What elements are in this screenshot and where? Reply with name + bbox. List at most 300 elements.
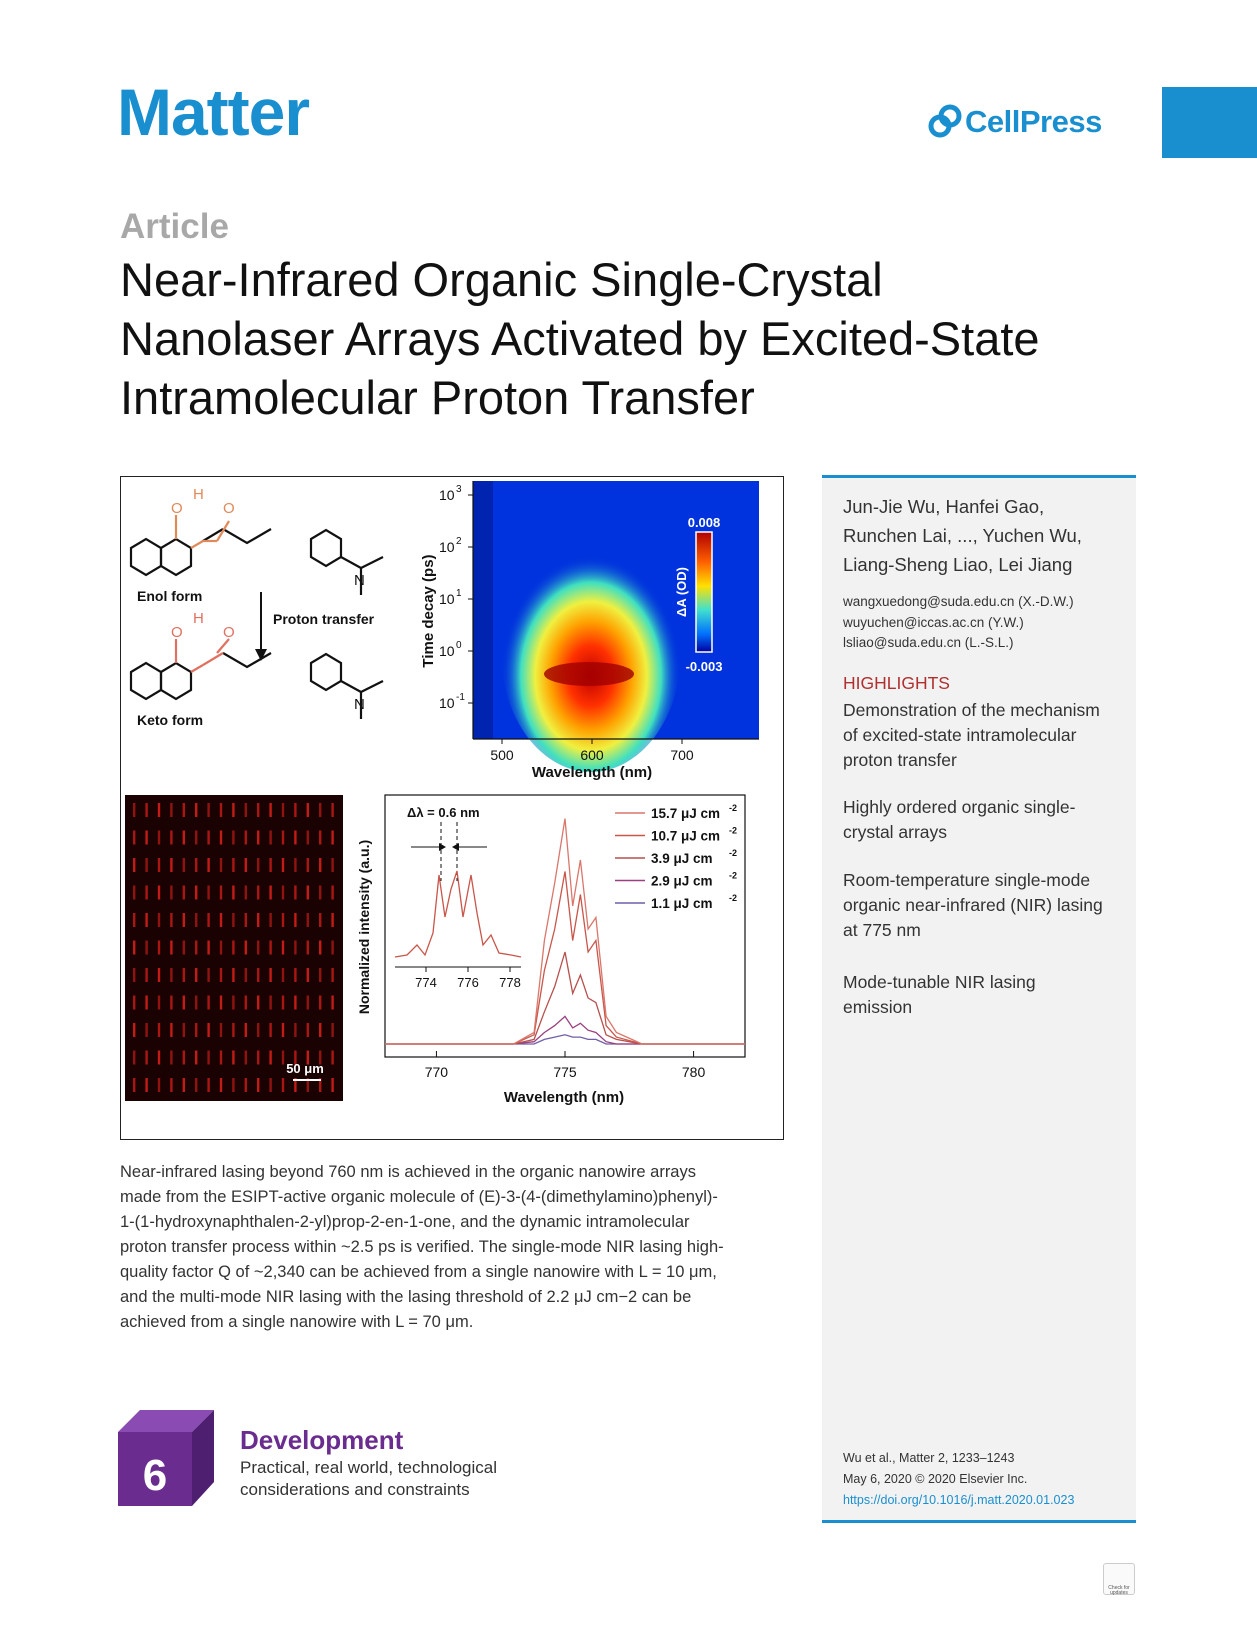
nanowire [145,1078,147,1092]
inset-arrow-head-icon [452,843,459,851]
nanowire [195,1078,197,1092]
heatmap-band [473,481,493,739]
nanowire [220,996,222,1010]
nanowire [282,831,284,845]
legend-label: 1.1 μJ cm [651,896,713,911]
nanowire [282,968,284,982]
nanowire [170,858,172,872]
highlight-item [843,698,1123,773]
nanowire [158,1023,160,1037]
keto-h: H [193,610,204,627]
abstract-line: achieved from a single nanowire with L = 70 μm. [120,1313,474,1331]
nanowire [232,1051,234,1065]
check-for-updates-badge[interactable]: Check for updates [1103,1563,1135,1595]
nanowire [232,1023,234,1037]
enol-label: Enol form [137,588,203,604]
legend-label: 2.9 μJ cm [651,873,713,889]
nanowire [220,968,222,982]
highlight-item [843,868,1123,943]
nanowire [282,913,284,927]
highlight-line: organic near-infrared (NIR) lasing [843,895,1103,915]
figure-svg [121,477,783,1139]
nanowire [220,1078,222,1092]
highlight-line: Mode-tunable NIR lasing [843,972,1036,992]
inset-arrow-head-icon [439,843,446,851]
nanowire [158,941,160,955]
nanowire [133,968,135,982]
nanowire [319,968,321,982]
arrow-label: Proton transfer [273,611,375,627]
development-level: 6 [142,1451,168,1500]
abstract-line: quality factor Q of ~2,340 can be achieved from a single nanowire with L = 10 μm, [120,1263,717,1281]
nanowire [133,858,135,872]
title-line: Near-Infrared Organic Single-Crystal [120,253,883,306]
legend-exponent: -2 [729,825,738,836]
nanowire [145,886,147,900]
nanowire [331,886,333,900]
nanowire [145,803,147,817]
keto-n: N [354,696,365,713]
nanowire [245,996,247,1010]
email-link[interactable]: lsliao@suda.edu.cn (L.-S.L.) [843,635,1014,650]
nanowire [245,1051,247,1065]
y-tick-exponent: 0 [456,640,462,651]
nanowire [232,886,234,900]
nanowire [207,803,209,817]
nanowire [207,996,209,1010]
nanowire [195,1023,197,1037]
nanowire [207,831,209,845]
nanowire [232,941,234,955]
nanowire [294,996,296,1010]
abstract-text [120,1160,788,1335]
heatmap-signal [501,532,681,772]
development-description [240,1457,497,1501]
email-list [843,592,1074,654]
nanowire [158,803,160,817]
nanowire [133,1051,135,1065]
inset-x-ticks [415,967,521,990]
nanowire [331,913,333,927]
nanowire [183,968,185,982]
nanowire [319,996,321,1010]
highlights-heading: HIGHLIGHTS [843,673,950,693]
author-line: Runchen Lai, ..., Yuchen Wu, [843,525,1082,546]
nanowire [307,803,309,817]
nanowire [158,1051,160,1065]
nanowire [319,803,321,817]
nanowire [269,858,271,872]
naphthalene-ring-left [131,539,161,575]
nanowire [245,803,247,817]
nanowire [158,831,160,845]
nanowire [195,831,197,845]
nanowire [282,1078,284,1092]
x-tick-label: 600 [580,747,604,763]
nanowire [307,941,309,955]
colorbar-label: ΔA (OD) [674,566,689,618]
nanowire [331,1023,333,1037]
sidebar-bottom-rule [822,1520,1136,1523]
nanowire [145,858,147,872]
nanowire [133,886,135,900]
abstract-line: proton transfer process within ~2.5 ps is verified. The single-mode NIR lasing high- [120,1238,724,1256]
nanowire [269,996,271,1010]
email-link[interactable]: wangxuedong@suda.edu.cn (X.-D.W.) [843,594,1074,609]
naphthalene-ring-left [131,663,161,699]
keto-structure [131,653,383,719]
nanowire [207,913,209,927]
highlight-item [843,795,1123,845]
development-desc-line: Practical, real world, technological [240,1458,498,1477]
abstract-line: made from the ESIPT-active organic molecule of (E)-3-(4-(dimethylamino)phenyl)- [120,1188,718,1206]
lasing-spectrum-plot [356,795,745,1106]
nanowire [269,831,271,845]
nanowire [220,831,222,845]
nanowire [207,968,209,982]
y-tick-label: 10 [439,487,455,503]
nanowire [282,941,284,955]
nanowire [158,968,160,982]
nanowire [269,941,271,955]
development-desc-line: considerations and constraints [240,1480,470,1499]
heatmap-peak [544,662,634,686]
nanowire [319,858,321,872]
scale-label: 50 μm [286,1061,324,1076]
nanowire [145,996,147,1010]
nanowire [294,968,296,982]
nanowire [245,968,247,982]
nanowire [282,1051,284,1065]
development-title: Development [240,1425,404,1455]
nanowire [319,831,321,845]
legend-exponent: -2 [729,848,738,858]
nanowire [158,996,160,1010]
nanowire [294,1023,296,1037]
inset-label: Δλ = 0.6 nm [407,805,480,820]
inset-tick-label: 774 [415,975,437,990]
nanowire [257,968,259,982]
nanowire [269,803,271,817]
nanowire [232,831,234,845]
nanowire [158,913,160,927]
spectrum-series-line [385,1016,745,1044]
nanowire [207,858,209,872]
nanowire [170,941,172,955]
keto-label: Keto form [137,712,204,728]
nanowire [133,913,135,927]
nanowire [170,886,172,900]
nanowire [183,1023,185,1037]
nanowire [145,1051,147,1065]
nanowire [331,996,333,1010]
nanowire [220,1023,222,1037]
nanowire [245,1078,247,1092]
heatmap-xlabel: Wavelength (nm) [531,764,653,781]
nanowire [170,913,172,927]
x-tick-label: 780 [681,1064,706,1080]
author-list [843,492,1123,579]
nanowire [257,831,259,845]
journal-logo: Matter [117,75,310,149]
colorbar [696,532,712,652]
nanowire [307,913,309,927]
abstract-line: Near-infrared lasing beyond 760 nm is achieved in the organic nanowire arrays [120,1163,696,1181]
nanowire [307,886,309,900]
nanowire [331,858,333,872]
graphical-abstract [120,476,784,1140]
nanowire [145,941,147,955]
naphthalene-ring-right [161,663,191,699]
spectrum-xlabel: Wavelength (nm) [503,1089,625,1106]
enol-structure [131,529,383,595]
nanowire [183,1078,185,1092]
inset-series-line [395,871,521,957]
nanowire [331,941,333,955]
legend-exponent: -2 [729,893,738,903]
development-cube-icon [118,1410,218,1510]
nanowire [269,1023,271,1037]
y-tick-label: 10 [439,643,455,659]
phenyl-ring [311,654,341,690]
nanowire [195,1051,197,1065]
nanowire [170,1078,172,1092]
highlight-line: proton transfer [843,750,957,770]
nanowire [282,858,284,872]
nanowire [245,1023,247,1037]
nanowire [307,996,309,1010]
y-tick-exponent: -1 [456,692,465,703]
nanowire-array-micrograph [125,795,343,1101]
doi-link[interactable]: https://doi.org/10.1016/j.matt.2020.01.023 [843,1493,1075,1507]
spectrum-x-ticks [425,1051,706,1080]
nanowire [183,886,185,900]
nanowire [133,831,135,845]
y-tick-exponent: 3 [456,484,462,495]
nanowire [170,1023,172,1037]
nanowire [257,1023,259,1037]
nanowire [245,913,247,927]
nanowire [195,968,197,982]
x-tick-label: 500 [490,747,514,763]
nanowire [220,858,222,872]
nanowire [269,886,271,900]
nanowire [232,913,234,927]
nanowire [133,803,135,817]
nanowire [257,1051,259,1065]
nanowire [207,941,209,955]
nanowire [207,886,209,900]
nanowire [195,941,197,955]
y-tick-label: 10 [439,539,455,555]
nanowire [170,1051,172,1065]
nanowire [257,803,259,817]
nanowire [282,803,284,817]
legend-label: 3.9 μJ cm [651,851,713,866]
inset-tick-label: 778 [499,975,521,990]
nanowire [183,803,185,817]
y-tick-label: 10 [439,695,455,711]
nanowire [145,1023,147,1037]
transient-absorption-heatmap [420,481,759,781]
spectrum-ylabel: Normalized intensity (a.u.) [356,839,372,1015]
colorbar-max: 0.008 [687,515,721,530]
nanowire [133,1078,135,1092]
title-line: Intramolecular Proton Transfer [120,371,755,424]
nanowire [245,831,247,845]
heatmap-y-ticks [439,484,473,711]
nanowire [145,831,147,845]
keto-o2: O [223,624,235,641]
nanowire [207,1051,209,1065]
nanowire [232,1078,234,1092]
y-tick-exponent: 2 [456,536,462,547]
nanowire [170,831,172,845]
email-link[interactable]: wuyuchen@iccas.ac.cn (Y.W.) [843,614,1024,630]
nanowire [133,996,135,1010]
nanowire [183,913,185,927]
citation-line: May 6, 2020 © 2020 Elsevier Inc. [843,1472,1028,1486]
nanowire [282,886,284,900]
naphthalene-ring-right [161,539,191,575]
nanowire [269,968,271,982]
nanowire [257,886,259,900]
nanowire [195,996,197,1010]
nanowire [269,1078,271,1092]
sidebar-top-rule [822,475,1136,478]
nanowire [158,886,160,900]
heatmap-ylabel: Time decay (ps) [420,554,437,668]
nanowire [170,996,172,1010]
nanowire [282,996,284,1010]
highlight-item [843,970,1123,1020]
nanowire [307,858,309,872]
highlight-line: at 775 nm [843,920,921,940]
heatmap-x-ticks [490,739,694,763]
nanowire [195,803,197,817]
nanowire [195,886,197,900]
phenyl-ring [311,530,341,566]
x-tick-label: 770 [424,1064,449,1080]
y-tick-exponent: 1 [456,588,462,599]
legend-exponent: -2 [729,870,738,881]
nanowire [331,831,333,845]
enol-o1: O [171,500,183,517]
nanowire [207,1078,209,1092]
x-tick-label: 700 [670,747,694,763]
nanowire [195,858,197,872]
nanowire [331,968,333,982]
nanowire [294,831,296,845]
header-color-block [1162,87,1257,158]
abstract-line: and the multi-mode NIR lasing with the lasing threshold of 2.2 μJ cm−2 can be [120,1288,692,1306]
nanowire [232,803,234,817]
nanowire [245,941,247,955]
nanowire [282,1023,284,1037]
nanowire [294,858,296,872]
inset-tick-label: 776 [457,975,479,990]
nanowire [269,913,271,927]
nanowire [257,858,259,872]
article-title [120,250,1160,427]
nanowire [331,803,333,817]
nanowire [294,913,296,927]
title-line: Nanolaser Arrays Activated by Excited-State [120,312,1040,365]
nanowire [307,968,309,982]
nanowire [257,913,259,927]
enol-h: H [193,486,204,503]
citation-line: Wu et al., Matter 2, 1233–1243 [843,1451,1015,1465]
nanowire [220,1051,222,1065]
nanowire [245,886,247,900]
highlight-line: Demonstration of the mechanism [843,700,1100,720]
nanowire [158,858,160,872]
inset-plot [395,805,521,990]
nanowire [145,968,147,982]
nanowire [307,831,309,845]
nanowire [307,1023,309,1037]
spectrum-series-line [385,1035,745,1044]
highlight-line: crystal arrays [843,822,948,842]
nanowire [269,1051,271,1065]
nanowire [319,1023,321,1037]
nanowire [232,968,234,982]
highlight-line: Highly ordered organic single- [843,797,1076,817]
x-tick-label: 775 [553,1064,577,1080]
nanowire [133,1023,135,1037]
nanowire [183,858,185,872]
nanowire [220,803,222,817]
enol-o2: O [223,500,235,517]
author-line: Liang-Sheng Liao, Lei Jiang [843,554,1073,575]
nanowire [195,913,197,927]
cellpress-logo-icon [928,104,962,138]
nanowire [133,941,135,955]
nanowire [183,831,185,845]
nanowire [294,803,296,817]
nanowire [331,1051,333,1065]
article-type: Article [120,207,229,246]
keto-o1: O [171,624,183,641]
nanowire [170,803,172,817]
nanowire [158,1078,160,1092]
y-tick-label: 10 [439,591,455,607]
author-line: Jun-Jie Wu, Hanfei Gao, [843,496,1045,517]
nanowire [319,886,321,900]
nanowire [220,941,222,955]
nanowire [257,996,259,1010]
abstract-line: 1-(1-hydroxynaphthalen-2-yl)prop-2-en-1-one, and the dynamic intramolecular [120,1213,690,1231]
nanowire [331,1078,333,1092]
spectrum-legend [615,803,737,911]
nanowire [170,968,172,982]
nanowire [220,913,222,927]
publisher-logo: CellPress [965,104,1102,139]
nanowire [232,858,234,872]
nanowire [207,1023,209,1037]
spectrum-series-line [385,952,745,1044]
nanowire [183,996,185,1010]
nanowire [145,913,147,927]
highlight-line: of excited-state intramolecular [843,725,1077,745]
nanowire [319,913,321,927]
highlight-line: emission [843,997,913,1017]
legend-exponent: -2 [729,803,738,813]
legend-label: 15.7 μJ cm [651,806,721,821]
legend-label: 10.7 μJ cm [651,828,721,844]
nanowire [183,941,185,955]
nanowire [294,886,296,900]
